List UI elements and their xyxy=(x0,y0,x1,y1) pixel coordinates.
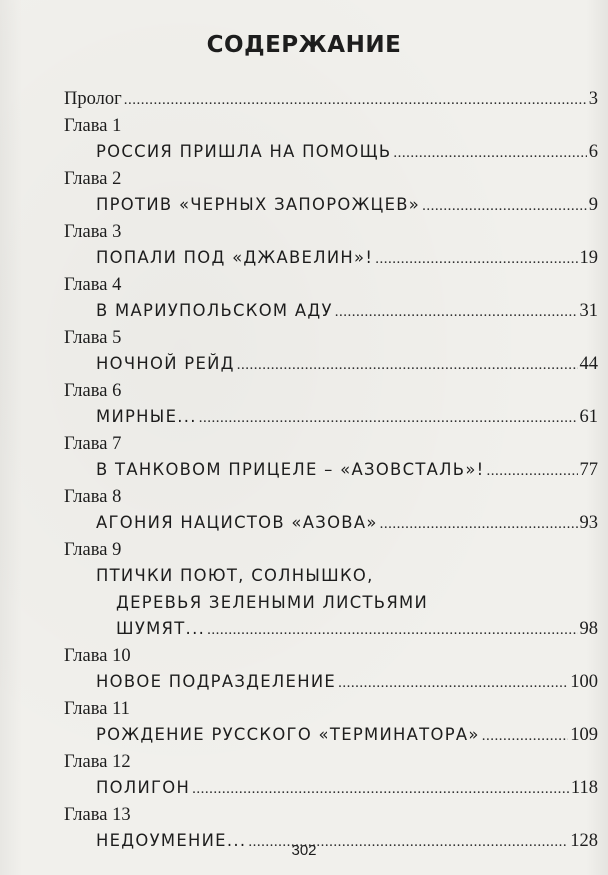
chapter-label-line xyxy=(64,219,598,246)
chapter-page-number: 6 xyxy=(588,142,598,162)
toc-entry-prologue xyxy=(64,86,598,113)
chapter-label: Глава 4 xyxy=(64,274,122,295)
chapter-title: ПРОТИВ «ЧЕРНЫХ ЗАПОРОЖЦЕВ» xyxy=(96,195,421,214)
chapter-title: НОВОЕ ПОДРАЗДЕЛЕНИЕ xyxy=(96,672,337,691)
chapter-page-number: 77 xyxy=(579,460,598,480)
chapter-page-number: 109 xyxy=(570,725,598,745)
dot-leader xyxy=(375,246,577,273)
chapter-title-line xyxy=(64,722,598,749)
chapter-title: РОЖДЕНИЕ РУССКОГО «ТЕРМИНАТОРА» xyxy=(96,725,480,744)
chapter-page-number: 100 xyxy=(570,672,598,692)
chapter-label-line xyxy=(64,749,598,776)
chapter-title-part: ПТИЧКИ ПОЮТ, СОЛНЫШКО, xyxy=(96,566,374,585)
dot-leader xyxy=(237,352,578,379)
dot-leader xyxy=(393,140,586,167)
dot-leader xyxy=(192,776,569,803)
chapter-label-line xyxy=(64,696,598,723)
chapter-title-line xyxy=(64,669,598,696)
chapter-title-part: ШУМЯТ... xyxy=(116,619,206,638)
chapter-title-line xyxy=(64,457,598,484)
chapter-page-number: 19 xyxy=(579,248,598,268)
chapter-label: Глава 1 xyxy=(64,115,122,136)
chapter-label: Глава 5 xyxy=(64,327,122,348)
chapter-title-line xyxy=(64,616,598,643)
chapter-label-line xyxy=(64,325,598,352)
chapter-page-number: 44 xyxy=(579,354,598,374)
prologue-label: Пролог xyxy=(64,89,122,109)
chapter-title: В МАРИУПОЛЬСКОМ АДУ xyxy=(96,301,333,320)
chapter-label: Глава 2 xyxy=(64,168,122,189)
page-title: СОДЕРЖАНИЕ xyxy=(206,32,402,58)
chapter-label-line xyxy=(64,802,598,829)
dot-leader xyxy=(124,87,587,114)
chapter-label-line xyxy=(64,113,598,140)
page-number: 302 xyxy=(291,842,317,859)
chapter-title-part: ДЕРЕВЬЯ ЗЕЛЕНЫМИ ЛИСТЬЯМИ xyxy=(116,592,429,612)
chapter-title-line xyxy=(64,404,598,431)
dot-leader xyxy=(338,670,568,697)
chapter-title: НЕДОУМЕНИЕ... xyxy=(96,831,247,850)
chapter-title: В ТАНКОВОМ ПРИЦЕЛЕ – «АЗОВСТАЛЬ»! xyxy=(96,460,485,479)
chapter-label-line xyxy=(64,484,598,511)
chapter-page-number: 31 xyxy=(579,301,598,321)
chapter-label-line xyxy=(64,431,598,458)
chapter-title: ПОЛИГОН xyxy=(96,778,191,797)
prologue-page-number: 3 xyxy=(588,89,598,109)
chapter-label-line xyxy=(64,272,598,299)
chapter-label: Глава 7 xyxy=(64,433,122,454)
dot-leader xyxy=(207,617,577,644)
chapter-label: Глава 11 xyxy=(64,698,130,719)
dot-leader xyxy=(487,458,578,485)
chapter-title-line xyxy=(64,139,598,166)
chapter-title-line xyxy=(64,192,598,219)
chapter-page-number: 128 xyxy=(570,831,598,851)
chapter-label-line xyxy=(64,378,598,405)
chapter-page-number: 118 xyxy=(570,778,598,798)
chapter-label: Глава 12 xyxy=(64,751,131,772)
chapter-title-line xyxy=(64,351,598,378)
chapter-title: АГОНИЯ НАЦИСТОВ «АЗОВА» xyxy=(96,513,378,532)
chapter-title-line xyxy=(64,245,598,272)
table-of-contents xyxy=(64,86,598,855)
dot-leader xyxy=(380,511,578,538)
chapter-label: Глава 8 xyxy=(64,486,122,507)
chapter-title: НОЧНОЙ РЕЙД xyxy=(96,354,235,373)
chapter-title: МИРНЫЕ... xyxy=(96,407,197,426)
dot-leader xyxy=(482,723,569,750)
chapter-title-line xyxy=(64,775,598,802)
dot-leader xyxy=(422,193,587,220)
chapter-title: ПОПАЛИ ПОД «ДЖАВЕЛИН»! xyxy=(96,248,374,267)
chapter-page-number: 61 xyxy=(579,407,598,427)
chapter-title-line xyxy=(64,298,598,325)
chapter-title-line xyxy=(64,510,598,537)
chapter-label: Глава 3 xyxy=(64,221,122,242)
chapter-label: Глава 10 xyxy=(64,645,131,666)
dot-leader xyxy=(199,405,578,432)
chapter-title-line xyxy=(64,563,598,590)
chapter-page-number: 98 xyxy=(579,619,598,639)
chapter-label: Глава 6 xyxy=(64,380,122,401)
chapter-label-line xyxy=(64,537,598,564)
chapter-page-number: 9 xyxy=(588,195,598,215)
chapter-page-number: 93 xyxy=(579,513,598,533)
chapter-label: Глава 9 xyxy=(64,539,122,560)
chapter-label-line xyxy=(64,166,598,193)
dot-leader xyxy=(335,299,578,326)
chapter-title-line xyxy=(64,590,598,617)
chapter-title: РОССИЯ ПРИШЛА НА ПОМОЩЬ xyxy=(96,142,392,161)
chapter-label: Глава 13 xyxy=(64,804,131,825)
chapter-label-line xyxy=(64,643,598,670)
